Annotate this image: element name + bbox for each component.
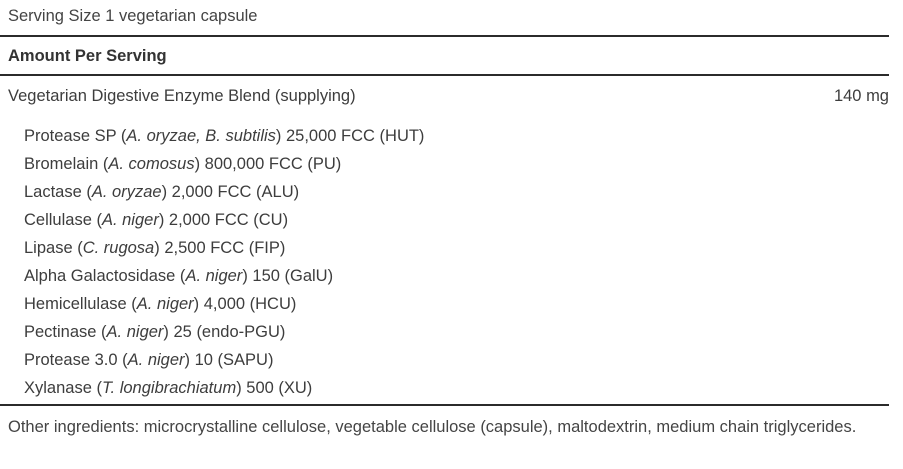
ingredient-item: Xylanase (T. longibrachiatum) 500 (XU): [24, 379, 313, 397]
divider-header: [0, 74, 889, 76]
blend-amount: 140 mg: [833, 87, 889, 105]
ingredient-item: Alpha Galactosidase (A. niger) 150 (GalU): [24, 267, 334, 285]
blend-name: Vegetarian Digestive Enzyme Blend (supplying): [8, 87, 356, 105]
amount-per-serving-header: Amount Per Serving: [8, 47, 167, 65]
ingredient-item: Protease 3.0 (A. niger) 10 (SAPU): [24, 351, 274, 369]
ingredient-list: [24, 122, 424, 402]
ingredient-item: Lipase (C. rugosa) 2,500 FCC (FIP): [24, 239, 286, 257]
divider-bottom: [0, 404, 889, 406]
ingredient-item: Pectinase (A. niger) 25 (endo-PGU): [24, 323, 286, 341]
blend-row: [8, 85, 889, 107]
divider-top: [0, 35, 889, 37]
ingredient-item: Hemicellulase (A. niger) 4,000 (HCU): [24, 295, 297, 313]
ingredient-item: Bromelain (A. comosus) 800,000 FCC (PU): [24, 155, 342, 173]
ingredient-item: Lactase (A. oryzae) 2,000 FCC (ALU): [24, 183, 300, 201]
ingredient-item: Protease SP (A. oryzae, B. subtilis) 25,000 FCC (HUT): [24, 127, 425, 145]
other-ingredients: Other ingredients: microcrystalline cellulose, vegetable cellulose (capsule), maltodextrin, medium chain triglycerides.: [8, 418, 857, 436]
serving-size: Serving Size 1 vegetarian capsule: [8, 7, 258, 25]
ingredient-item: Cellulase (A. niger) 2,000 FCC (CU): [24, 211, 289, 229]
